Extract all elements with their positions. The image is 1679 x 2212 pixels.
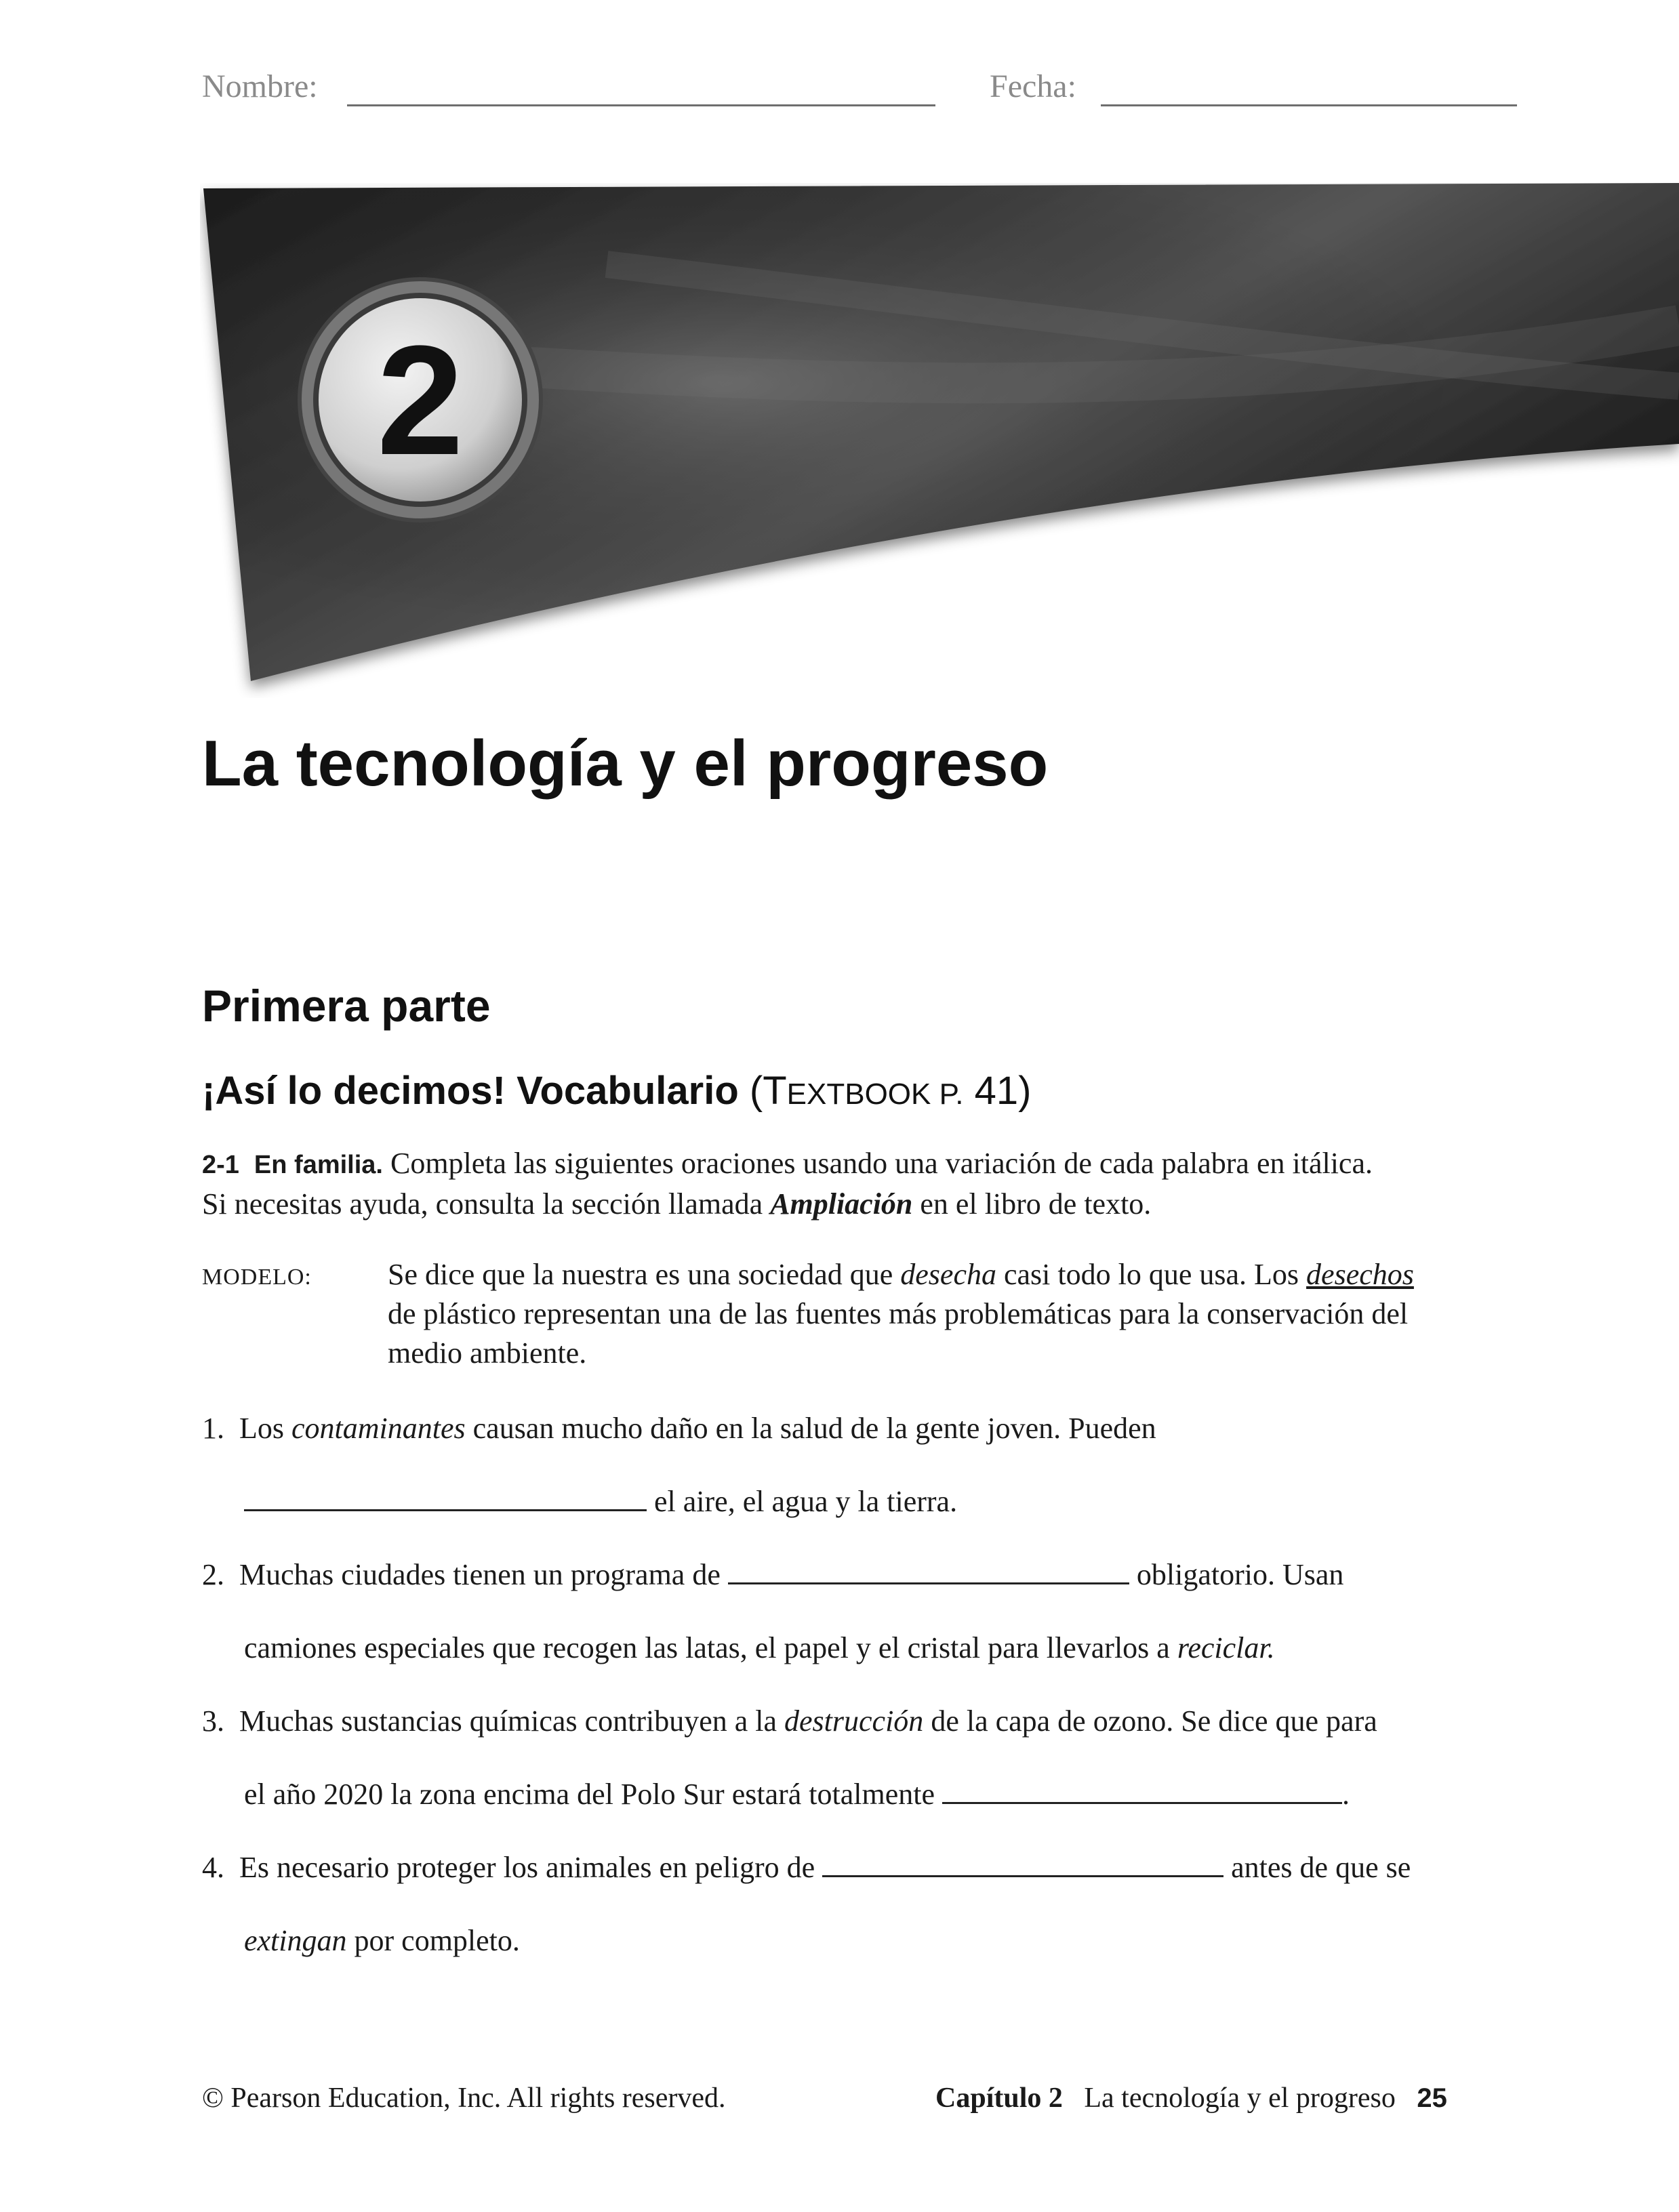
item-2-line-1 bbox=[202, 1557, 1343, 1592]
item-4-line-1 bbox=[202, 1850, 1411, 1885]
item-number: 1. bbox=[202, 1412, 224, 1445]
item-1-line-2 bbox=[244, 1484, 957, 1519]
modelo-text-c: casi todo lo que usa. Los bbox=[996, 1258, 1307, 1291]
section-title: Primera parte bbox=[202, 981, 491, 1031]
subsection-name: ¡Así lo decimos! Vocabulario bbox=[202, 1069, 739, 1113]
modelo-text bbox=[388, 1255, 1540, 1373]
answer-blank-3[interactable] bbox=[942, 1780, 1342, 1804]
item-text: camiones especiales que recogen las latas, el papel y el cristal para llevarlos a bbox=[244, 1631, 1177, 1664]
textbook-ref-open: ( bbox=[749, 1069, 763, 1113]
copyright: © Pearson Education, Inc. All rights reserved. bbox=[202, 2083, 726, 2114]
exercise-number: 2-1 bbox=[202, 1151, 239, 1179]
subsection-title bbox=[202, 1068, 1031, 1113]
footer-chapter bbox=[935, 2082, 1447, 2114]
name-field[interactable] bbox=[347, 104, 935, 106]
item-3-line-2 bbox=[244, 1777, 1350, 1811]
item-text: causan mucho daño en la salud de la gente joven. Pueden bbox=[465, 1412, 1156, 1445]
exercise-instructions-text: Completa las siguientes oraciones usando una variación de cada palabra en itálica. bbox=[382, 1147, 1373, 1180]
item-text: . bbox=[1342, 1778, 1350, 1811]
item-text: el año 2020 la zona encima del Polo Sur estará totalmente bbox=[244, 1778, 943, 1811]
modelo-line-1 bbox=[388, 1255, 1540, 1294]
item-2-line-2 bbox=[244, 1631, 1275, 1665]
answer-blank-1[interactable] bbox=[244, 1488, 647, 1511]
answer-blank-2[interactable] bbox=[728, 1561, 1129, 1584]
answer-blank-4[interactable] bbox=[822, 1853, 1223, 1877]
item-text: Los bbox=[239, 1412, 291, 1445]
name-label: Nombre: bbox=[202, 68, 318, 104]
item-number: 4. bbox=[202, 1851, 224, 1884]
textbook-ref-rest: EXTBOOK P. bbox=[786, 1078, 964, 1111]
item-text: antes de que se bbox=[1223, 1851, 1411, 1884]
item-4-line-2 bbox=[244, 1923, 520, 1958]
date-label: Fecha: bbox=[990, 68, 1076, 104]
page-number: 25 bbox=[1417, 2083, 1447, 2113]
item-3-line-1 bbox=[202, 1704, 1377, 1738]
textbook-ref-initial: T bbox=[763, 1069, 787, 1113]
chapter-title: La tecnología y el progreso bbox=[202, 727, 1049, 800]
modelo-line-3: medio ambiente. bbox=[388, 1336, 587, 1370]
item-text: Es necesario proteger los animales en peligro de bbox=[239, 1851, 823, 1884]
item-number: 3. bbox=[202, 1704, 224, 1738]
footer-chapter-title: La tecnología y el progreso bbox=[1084, 2083, 1396, 2114]
item-number: 2. bbox=[202, 1558, 224, 1591]
item-text: obligatorio. Usan bbox=[1129, 1558, 1344, 1591]
exercise-title: En familia. bbox=[254, 1151, 383, 1179]
item-italic-word: contaminantes bbox=[291, 1412, 466, 1445]
modelo-italic-word: desecha bbox=[900, 1258, 996, 1291]
item-italic-word: reciclar. bbox=[1177, 1631, 1275, 1664]
instructions-text-end: en el libro de texto. bbox=[912, 1187, 1152, 1221]
item-1-line-1 bbox=[202, 1411, 1156, 1446]
modelo-text-a: Se dice que la nuestra es una sociedad que bbox=[388, 1258, 901, 1291]
item-italic-word: destrucción bbox=[784, 1704, 924, 1738]
modelo-line-2: de plástico representan una de las fuentes más problemáticas para la conservación del bbox=[388, 1297, 1409, 1330]
exercise-instructions-line-1 bbox=[202, 1144, 1373, 1185]
date-field[interactable] bbox=[1101, 104, 1517, 106]
footer-chapter-label: Capítulo 2 bbox=[935, 2083, 1063, 2114]
textbook-ref-page: 41) bbox=[963, 1069, 1032, 1113]
exercise-instructions-line-2 bbox=[202, 1185, 1151, 1224]
instructions-text: Si necesitas ayuda, consulta la sección llamada bbox=[202, 1187, 771, 1221]
item-text: el aire, el agua y la tierra. bbox=[654, 1485, 958, 1518]
item-text: Muchas sustancias químicas contribuyen a la bbox=[239, 1704, 785, 1738]
item-text: de la capa de ozono. Se dice que para bbox=[923, 1704, 1377, 1738]
chapter-number: 2 bbox=[377, 312, 464, 487]
modelo-label: MODELO: bbox=[202, 1265, 312, 1290]
item-text: por completo. bbox=[346, 1924, 520, 1957]
item-italic-word: extingan bbox=[244, 1924, 347, 1957]
ampliacion-term: Ampliación bbox=[770, 1187, 913, 1221]
modelo-answer: desechos bbox=[1306, 1258, 1414, 1291]
item-text: Muchas ciudades tienen un programa de bbox=[239, 1558, 728, 1591]
